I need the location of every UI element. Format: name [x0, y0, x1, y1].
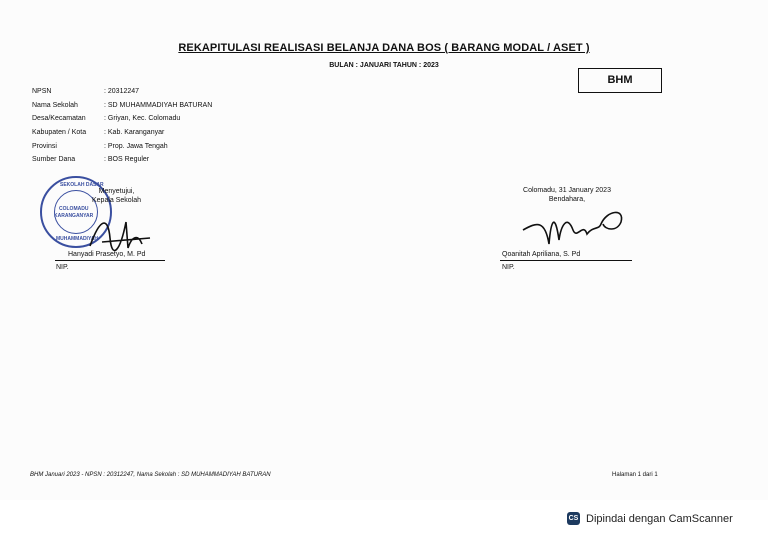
camscanner-icon: CS — [567, 512, 580, 525]
headmaster-role — [92, 187, 141, 205]
document-subtitle: BULAN : JANUARI TAHUN : 2023 — [329, 62, 439, 69]
info-label: Desa/Kecamatan — [32, 115, 86, 123]
stamp-bottom-text: MUHAMMADIYAH — [56, 236, 99, 242]
approval-label: Menyetujui, — [98, 188, 135, 195]
info-row-province — [32, 139, 212, 153]
headmaster-title: Kepala Sekolah — [92, 197, 142, 204]
info-row-village — [32, 112, 212, 126]
treasurer-title: Bendahara, — [548, 196, 586, 203]
bhm-badge: BHM — [578, 68, 662, 93]
headmaster-name-underline — [55, 260, 165, 261]
treasurer-name-block — [502, 251, 580, 258]
info-value: : SD MUHAMMADIYAH BATURAN — [104, 101, 213, 109]
info-label: Nama Sekolah — [32, 101, 78, 109]
treasurer-name: Qoanitah Apriliana, S. Pd — [502, 251, 581, 258]
info-label: Sumber Dana — [32, 156, 76, 164]
info-value: : BOS Reguler — [104, 156, 150, 164]
info-row-school-name — [32, 99, 212, 113]
info-label: Provinsi — [32, 142, 57, 150]
treasurer-nip: NIP. — [502, 264, 515, 271]
info-row-regency — [32, 126, 212, 140]
camscanner-watermark — [567, 512, 733, 525]
footer-page-number: Halaman 1 dari 1 — [612, 472, 658, 478]
info-value: : Prop. Jawa Tengah — [104, 142, 168, 150]
info-row-fund-source — [32, 153, 212, 167]
info-label: NPSN — [32, 88, 52, 96]
info-row-npsn — [32, 85, 212, 99]
place-date: Colomadu, 31 January 2023 — [523, 187, 611, 194]
stamp-center-text-1: COLOMADU — [59, 206, 89, 212]
info-label: Kabupaten / Kota — [32, 129, 87, 137]
document-title: REKAPITULASI REALISASI BELANJA DANA BOS ( BARANG MODAL / ASET ) — [178, 42, 590, 54]
stamp-center-text-2: KARANGANYAR — [54, 213, 94, 219]
treasurer-name-underline — [500, 260, 632, 261]
info-value: : 20312247 — [104, 88, 140, 96]
info-value: : Kab. Karanganyar — [104, 129, 165, 137]
school-info-table — [32, 85, 212, 167]
stamp-top-text: SEKOLAH DASAR — [60, 182, 104, 188]
camscanner-text: Dipindai dengan CamScanner — [586, 512, 733, 525]
headmaster-nip: NIP. — [56, 264, 69, 271]
info-value: : Griyan, Kec. Colomadu — [104, 115, 181, 123]
footer-document-info: BHM Januari 2023 - NPSN : 20312247, Nama Sekolah : SD MUHAMMADIYAH BATURAN — [30, 472, 271, 478]
headmaster-name-block — [68, 251, 145, 258]
headmaster-name: Hanyadi Prasetyo, M. Pd — [68, 251, 146, 258]
